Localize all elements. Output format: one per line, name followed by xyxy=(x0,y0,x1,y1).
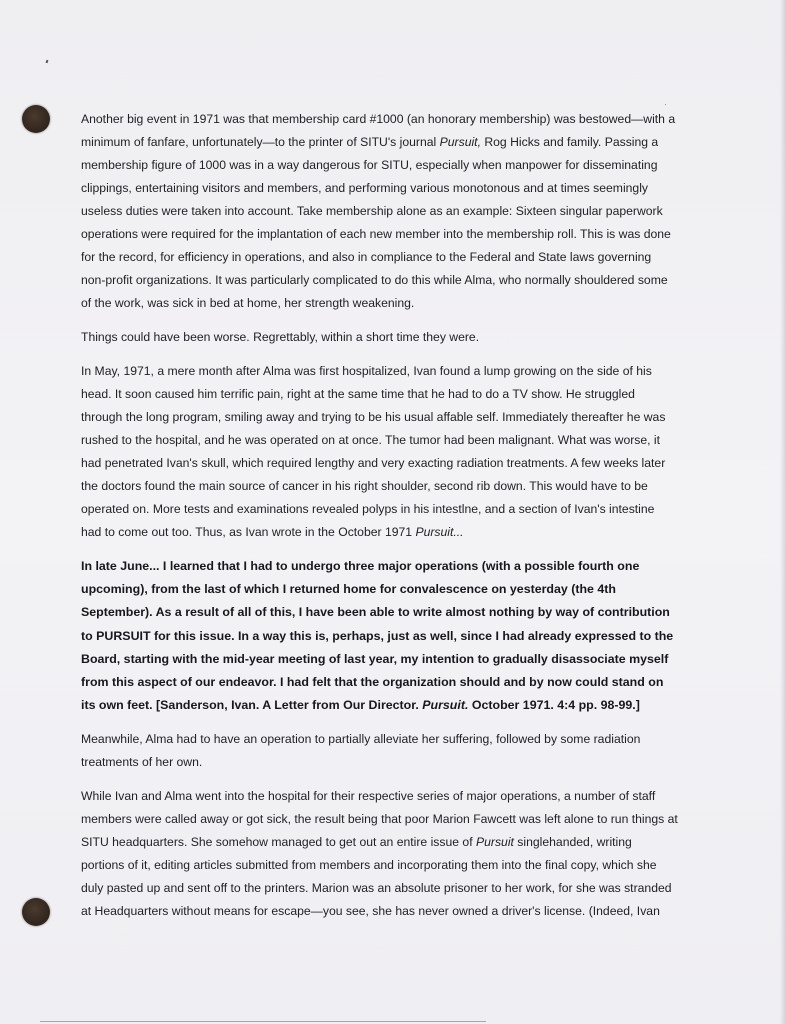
block-quote xyxy=(81,555,678,717)
paragraph-membership xyxy=(81,108,678,315)
paragraph-alma-operation: Meanwhile, Alma had to have an operation to partially alleviate her suffering, followed by some radiation treatments of her own. xyxy=(81,732,641,770)
paper-speck xyxy=(665,104,666,105)
journal-title: Pursuit... xyxy=(415,525,464,539)
body-text xyxy=(81,108,678,934)
binder-hole-top xyxy=(22,105,50,133)
paragraph-text: Rog Hicks and family. Passing a membership figure of 1000 was in a way dangerous for SITU, especially when manpower for disseminating clippings, entertaining visitors and members, and performing various monotonous and at times seemingly useless duties were taken into account. Take membership alone as an example: Sixteen singular paperwork operations were required for the implantation of each new member into the membership roll. This is was done for the record, for efficiency in operations, and also in compliance to the Federal and State laws governing non-profit organizations. It was particularly complicated to do this while Alma, who normally shouldered some of the work, was sick in bed at home, her strength weakening. xyxy=(81,135,671,310)
paragraph-text: While Ivan and Alma went into the hospital for their respective series of major operations, a number of staff members were called away or got sick, the result being that poor Marion Fawcett was left alone to run things at SITU headquarters. She somehow managed to get out an entire issue of xyxy=(81,789,678,850)
page-bottom-edge xyxy=(40,1021,486,1022)
paragraph-worse: Things could have been worse. Regrettably, within a short time they were. xyxy=(81,330,480,344)
paragraph-ivan-illness xyxy=(81,360,678,544)
quote-text: In late June... I learned that I had to undergo three major operations (with a possible fourth one upcoming), from the last of which I returned home for convalescence on yesterday (the 4th September). As a result of all of this, I have been able to write almost nothing by way of contribution to PURSUIT for this issue. In a way this is, perhaps, just as well, since I had already expressed to the Board, starting with the mid-year meeting of last year, my intention to gradually disassociate myself from this aspect of our endeavor. I had felt that the organization should and by now could stand on its own feet. [Sanderson, Ivan. A Letter from Our Director. xyxy=(81,559,674,713)
quote-citation: October 1971. 4:4 pp. 98-99.] xyxy=(468,698,640,713)
journal-title: Pursuit, xyxy=(439,135,481,149)
journal-title: Pursuit xyxy=(475,835,514,850)
paper-speck xyxy=(46,60,49,64)
page-edge-shadow xyxy=(780,0,786,1024)
paragraph-text: singlehanded, writing portions of it, editing articles submitted from members and incorporating them into the final copy, which she duly pasted up and sent off to the printers. Marion was an absolute prisoner to her work, for she was stranded at Headquarters without means for escape—you see, she has never owned a driver's license. (Indeed, Ivan xyxy=(81,835,672,919)
paragraph-text: In May, 1971, a mere month after Alma was first hospitalized, Ivan found a lump growing on the side of his head. It soon caused him terrific pain, right at the same time that he had to do a TV show. He struggled through the long program, smiling away and trying to be his usual affable self. Immediately thereafter he was rushed to the hospital, and he was operated on at once. The tumor had been malignant. What was worse, it had penetrated Ivan's skull, which required lengthy and very exacting radiation treatments. A few weeks later the doctors found the main source of cancer in his right shoulder, second rib down. This would have to be operated on. More tests and examinations revealed polyps in his intestlne, and a section of Ivan's intestine had to come out too. Thus, as Ivan wrote in the October 1971 xyxy=(81,364,666,539)
journal-title: Pursuit. xyxy=(422,698,469,713)
paragraph-marion xyxy=(81,785,678,923)
paragraph-text: Another big event in 1971 was that membership card #1000 (an honorary membership) was bestowed—with a minimum of fanfare, unfortunately—to the printer of SITU's journal xyxy=(81,112,676,149)
binder-hole-bottom xyxy=(22,898,50,926)
